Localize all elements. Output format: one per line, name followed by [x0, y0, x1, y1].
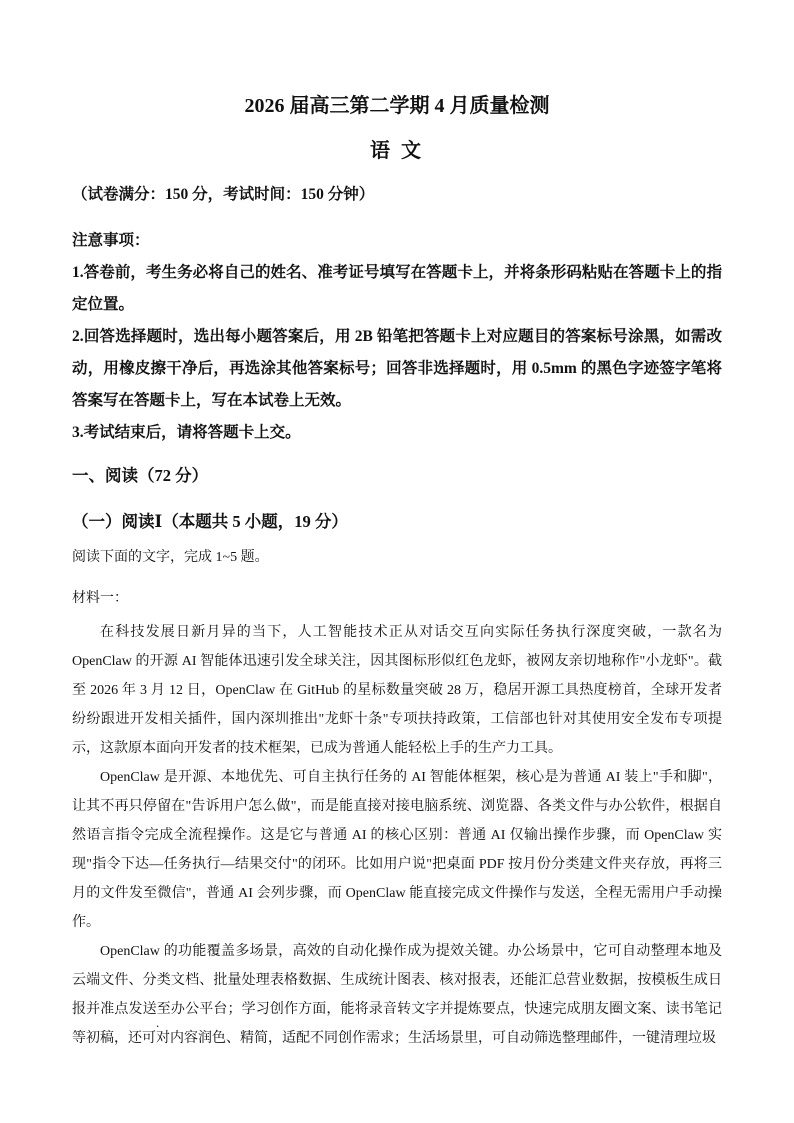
- notice-item-3: 3.考试结束后，请将答题卡上交。: [72, 424, 301, 441]
- notice-section: [72, 225, 722, 449]
- notice-heading: 注意事项：: [72, 232, 150, 249]
- material-one-body: [72, 618, 722, 1053]
- material-one-label: 材料一：: [72, 591, 128, 606]
- notice-item-1: 1.答卷前，考生务必将自己的姓名、准考证号填写在答题卡上，并将条形码粘贴在答题卡上的指定位置。: [72, 264, 722, 313]
- material-one-paragraph-2: OpenClaw 是开源、本地优先、可自主执行任务的 AI 智能体框架，核心是为普通 AI 装上"手和脚"，让其不再只停留在"告诉用户怎么做"，而是能直接对接电脑系统、浏览器、各类文件与办公软件，根据自然语言指令完成全流程操作。这是它与普通 AI 的核心区别：普通 AI 仅输出操作步骤，而 OpenClaw 实现"指令下达—任务执行—结果交付"的闭环。比如用户说"把桌面 PDF 按月份分类建文件夹存放，再将三月的文件发至微信"，普通 AI 会列步骤，而 OpenClaw 能直接完成文件操作与发送，全程无需用户手动操作。: [72, 770, 722, 930]
- reading-instruction: 阅读下面的文字，完成 1~5 题。: [72, 550, 269, 565]
- notice-item-2: 2.回答选择题时，选出每小题答案后，用 2B 铅笔把答题卡上对应题目的答案标号涂黑，如需改动，用橡皮擦干净后，再选涂其他答案标号；回答非选择题时，用 0.5mm 的黑色字迹签字笔将答案写在答题卡上，写在本试卷上无效。: [72, 328, 722, 409]
- material-one-paragraph-1: 在科技发展日新月异的当下，人工智能技术正从对话交互向实际任务执行深度突破，一款名为 OpenClaw 的开源 AI 智能体迅速引发全球关注，因其图标形似红色龙虾，被网友亲切地称作"小龙虾"。截至 2026 年 3 月 12 日，OpenClaw 在 GitHub 的星标数量突破 28 万，稳居开源工具热度榜首，全球开发者纷纷跟进开发相关插件，国内深圳推出"龙虾十条"专项扶持政策，工信部也针对其使用安全发布专项提示，这款原本面向开发者的技术框架，已成为普通人能轻松上手的生产力工具。: [72, 625, 722, 756]
- stray-scan-mark: .: [156, 1015, 160, 1030]
- exam-title: 2026 届高三第二学期 4 月质量检测: [244, 95, 550, 117]
- subsection-reading-1-heading: （一）阅读Ⅰ（本题共 5 小题，19 分）: [72, 512, 348, 531]
- section-one-reading-heading: 一、阅读（72 分）: [72, 466, 209, 485]
- exam-info-line: （试卷满分：150 分，考试时间：150 分钟）: [72, 186, 375, 203]
- subject-title: 语 文: [370, 140, 424, 162]
- material-one-paragraph-3: OpenClaw 的功能覆盖多场景，高效的自动化操作成为提效关键。办公场景中，它可自动整理本地及云端文件、分类文档、批量处理表格数据、生成统计图表、核对报表，还能汇总营业数据，按模板生成日报并准点发送至办公平台；学习创作方面，能将录音转文字并提炼要点，快速完成朋友圈文案、读书笔记等初稿，还可对内容润色、精简，适配不同创作需求；生活场景里，可自动筛选整理邮件，一键清理垃圾: [72, 944, 722, 1046]
